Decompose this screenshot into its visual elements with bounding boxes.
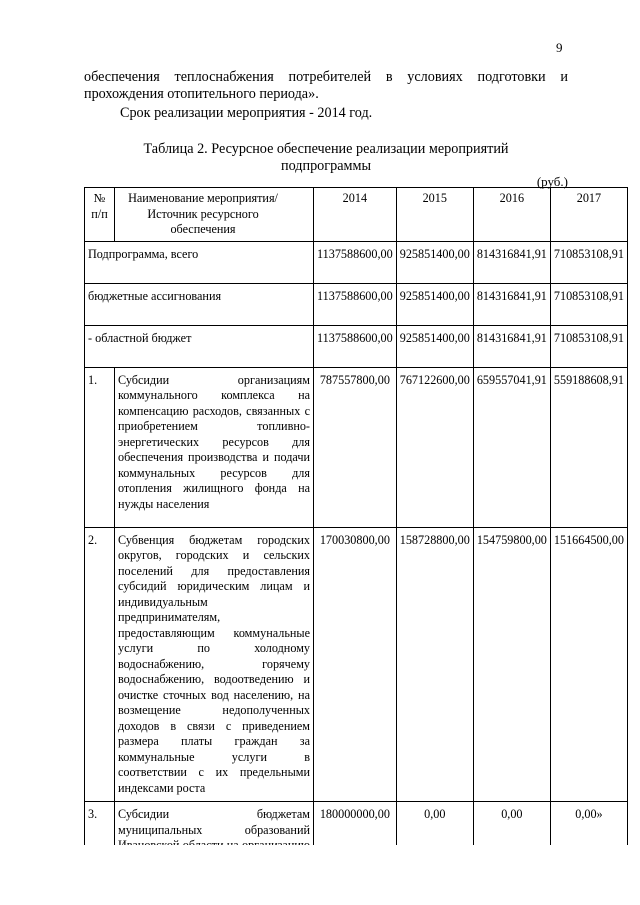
header-name: Наименование мероприятия/Источник ресурсного обеспечения [115, 188, 314, 242]
value-2017: 710853108,91 [550, 283, 627, 325]
value-2015: 767122600,00 [396, 367, 473, 527]
header-2014: 2014 [314, 188, 397, 242]
value-2016: 659557041,91 [473, 367, 550, 527]
value-2015: 925851400,00 [396, 283, 473, 325]
value-2016: 154759800,00 [473, 527, 550, 802]
value-2015: 925851400,00 [396, 241, 473, 283]
header-2015: 2015 [396, 188, 473, 242]
paragraph-1-line-2: прохождения отопительного периода». [84, 86, 319, 102]
value-2016: 814316841,91 [473, 325, 550, 367]
header-2016: 2016 [473, 188, 550, 242]
table-header-row [85, 188, 628, 242]
value-2014: 180000000,00 [314, 802, 397, 902]
table-title-line-2: подпрограммы [281, 158, 371, 174]
value-2017: 710853108,91 [550, 325, 627, 367]
header-num: № п/п [85, 188, 115, 242]
resource-table [84, 187, 628, 902]
paragraph-2: Срок реализации мероприятия - 2014 год. [120, 105, 373, 121]
value-2015: 0,00 [396, 802, 473, 902]
paragraph-1-line-1: обеспечения теплоснабжения потребителей в условиях подготовки и [84, 69, 568, 85]
page-number: 9 [556, 40, 563, 55]
summary-label: - областной бюджет [85, 325, 314, 367]
value-2014: 787557800,00 [314, 367, 397, 527]
value-2016: 0,00 [473, 802, 550, 902]
value-2014: 1137588600,00 [314, 283, 397, 325]
measure-name: Субсидии организациям коммунального комплекса на компенсацию расходов, связанных с приобретением топливно-энергетических ресурсов для обеспечения производства и подачи коммунальных ресурсов для отопления жилищного фонда на нужды населения [115, 367, 314, 527]
table-row [85, 241, 628, 283]
value-2016: 814316841,91 [473, 241, 550, 283]
row-number: 1. [85, 367, 115, 527]
table-row [85, 283, 628, 325]
measure-name: Субвенция бюджетам городских округов, городских и сельских поселений для предоставления субсидий юридическим лицам и индивидуальным предпринимателям, предоставляющим коммунальные услуги по холодному водоснабжению, горячему водоснабжению, водоотведению и очистке сточных вод населению, на возмещение недополученных доходов в связи с приведением размера платы граждан за коммунальные услуги в соответствии с их предельными индексами роста [115, 527, 314, 802]
unit-label: (руб.) [536, 174, 568, 189]
summary-label: Подпрограмма, всего [85, 241, 314, 283]
table-row [85, 527, 628, 802]
page-bottom-margin [0, 845, 640, 905]
value-2014: 1137588600,00 [314, 241, 397, 283]
value-2017: 0,00» [550, 802, 627, 902]
value-2015: 925851400,00 [396, 325, 473, 367]
measure-name: Субсидии бюджетам муниципальных образований [115, 802, 314, 902]
table-row [85, 367, 628, 527]
value-2017: 559188608,91 [550, 367, 627, 527]
table-row [85, 325, 628, 367]
summary-label: бюджетные ассигнования [85, 283, 314, 325]
value-2017: 151664500,00 [550, 527, 627, 802]
value-2014: 1137588600,00 [314, 325, 397, 367]
value-2016: 814316841,91 [473, 283, 550, 325]
value-2014: 170030800,00 [314, 527, 397, 802]
value-2017: 710853108,91 [550, 241, 627, 283]
row-number: 2. [85, 527, 115, 802]
header-2017: 2017 [550, 188, 627, 242]
table-title-line-1: Таблица 2. Ресурсное обеспечение реализации мероприятий [143, 141, 509, 157]
value-2015: 158728800,00 [396, 527, 473, 802]
table-title [84, 141, 568, 175]
row-number: 3. [85, 802, 115, 902]
